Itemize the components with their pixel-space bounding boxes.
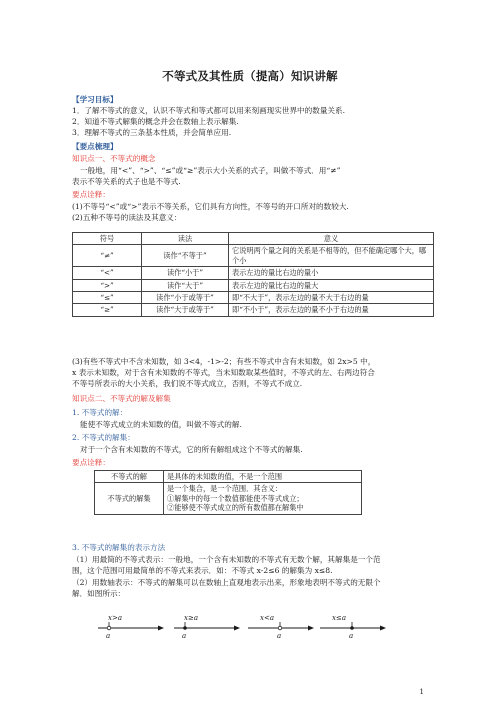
kp1-note3-3: 不等号所表示的大小关系，我们说不等式成立，否则，不等式不成立. bbox=[72, 379, 303, 388]
point-label: a bbox=[277, 632, 282, 640]
point-label: a bbox=[349, 632, 354, 640]
kp2-s2-heading: 2. 不等式的解集： bbox=[72, 433, 135, 442]
kp2-s3-heading: 3. 不等式的解集的表示方法 bbox=[72, 543, 166, 552]
number-line-lt bbox=[246, 612, 316, 640]
open-point bbox=[107, 626, 111, 630]
kp2-s1-heading: 1. 不等式的解： bbox=[72, 408, 128, 417]
table-cell-line: ①解集中的每一个数值都能使不等式成立； bbox=[167, 493, 304, 503]
kp1-note-1: (1)不等号“<”或“>”表示不等关系，它们具有方向性，不等号的开口所对的数较大. bbox=[72, 202, 349, 211]
page-number: 1 bbox=[419, 688, 424, 696]
number-line-ge bbox=[172, 612, 242, 640]
open-point bbox=[278, 626, 282, 630]
number-line-label: x≥a bbox=[184, 614, 198, 622]
table-cell: “≤” bbox=[73, 292, 142, 304]
table-cell: 它说明两个量之间的关系是不相等的，但不能确定哪个大，哪个小 bbox=[229, 245, 434, 267]
page-title: 不等式及其性质（提高）知识讲解 bbox=[162, 69, 338, 83]
inequality-symbol-table bbox=[72, 232, 434, 317]
table-row bbox=[95, 471, 362, 483]
table-row bbox=[73, 304, 434, 316]
kp2-s1-body: 能使不等式成立的未知数的值，叫做不等式的解. bbox=[80, 420, 242, 429]
table-cell-line: ②能够使不等式成立的所有数值都在解集中 bbox=[167, 503, 304, 513]
kp2-s3-line-2: 围，这个范围可用最简单的不等式来表示．如：不等式 x-2≤6 的解集为 x≤8. bbox=[72, 566, 333, 575]
closed-point bbox=[183, 626, 187, 630]
kp2-s3-line-4: 解．如图所示： bbox=[72, 589, 126, 598]
table-cell: 不等式的解 bbox=[95, 471, 164, 483]
table-cell: 表示左边的量比右边的量小 bbox=[229, 267, 434, 279]
kp1-heading: 知识点一、不等式的概念 bbox=[72, 154, 156, 163]
table-row bbox=[73, 292, 434, 304]
table-cell: 读作“小于” bbox=[142, 267, 229, 279]
number-line-gt bbox=[96, 612, 166, 640]
point-label: a bbox=[182, 632, 187, 640]
table-cell: “<” bbox=[73, 267, 142, 279]
table-cell: “>” bbox=[73, 279, 142, 291]
number-line-label: x≤a bbox=[332, 614, 346, 622]
closed-point bbox=[350, 626, 354, 630]
point-label: a bbox=[106, 632, 111, 640]
arrow-icon bbox=[158, 626, 164, 631]
table-cell: 不等式的解集 bbox=[95, 483, 164, 514]
goal-item-3: 3．理解不等式的三条基本性质，并会简单应用. bbox=[72, 128, 232, 137]
table-cell: 读作“大于或等于” bbox=[142, 304, 229, 316]
goals-heading: 【学习目标】 bbox=[72, 95, 118, 104]
range-bracket bbox=[185, 622, 218, 628]
kp1-body-1: 一般地，用“<”、“>”、“≤”或“≥”表示大小关系的式子，叫做不等式．用“≠” bbox=[80, 166, 341, 175]
table-cell: 读作“小于或等于” bbox=[142, 292, 229, 304]
table-cell: “≥” bbox=[73, 304, 142, 316]
number-line-label: x<a bbox=[260, 614, 274, 622]
table-header: 符号 bbox=[73, 233, 142, 245]
solution-set-table bbox=[94, 470, 362, 515]
kp2-s3-line-3: （2）用数轴表示：不等式的解集可以在数轴上直观地表示出来，形象地表明不等式的无限个 bbox=[72, 578, 381, 587]
kp1-note3-1: (3)有些不等式中不含未知数，如 3<4，-1>-2；有些不等式中含有未知数，如 2x>5 中， bbox=[72, 357, 376, 366]
table-cell bbox=[164, 483, 362, 514]
kp2-s2-body: 对于一个含有未知数的不等式，它的所有解组成这个不等式的解集. bbox=[80, 445, 303, 454]
goal-item-2: 2．知道不等式解集的概念并会在数轴上表示解集. bbox=[72, 117, 239, 126]
table-cell: 读作“不等于” bbox=[142, 245, 229, 267]
kp2-s3-line-1: （1）用最简的不等式表示：一般地，一个含有未知数的不等式有无数个解，其解集是一个范 bbox=[72, 555, 381, 564]
kp1-note-2: (2)五种不等号的读法及其意义： bbox=[72, 213, 182, 222]
table-header: 意义 bbox=[229, 233, 434, 245]
table-cell-line: 是一个集合，是一个范围．其含义： bbox=[167, 484, 283, 494]
arrow-icon bbox=[234, 626, 240, 631]
table-row bbox=[73, 267, 434, 279]
range-bracket bbox=[252, 622, 280, 628]
table-cell: 即“不大于”，表示左边的量不大于右边的量 bbox=[229, 292, 434, 304]
table-header: 读法 bbox=[142, 233, 229, 245]
goal-item-1: 1．了解不等式的意义，认识不等式和等式都可以用来刻画现实世界中的数量关系. bbox=[72, 106, 346, 115]
table-header-row bbox=[73, 233, 434, 245]
arrow-icon bbox=[308, 626, 314, 631]
review-heading: 【要点梳理】 bbox=[72, 142, 118, 151]
arrow-icon bbox=[380, 626, 386, 631]
table-row bbox=[95, 483, 362, 514]
table-cell: “≠” bbox=[73, 245, 142, 267]
table-cell: 读作“大于” bbox=[142, 279, 229, 291]
number-line-le bbox=[318, 612, 388, 640]
range-bracket bbox=[324, 622, 352, 628]
table-row bbox=[73, 245, 434, 267]
table-cell: 即“不小于”，表示左边的量不小于右边的量 bbox=[229, 304, 434, 316]
table-cell: 表示左边的量比右边的量大 bbox=[229, 279, 434, 291]
number-line-label: x>a bbox=[108, 614, 122, 622]
kp1-note-label: 要点诠释： bbox=[72, 190, 110, 199]
range-bracket bbox=[109, 622, 142, 628]
kp2-note-label: 要点诠释： bbox=[72, 458, 110, 467]
kp2-heading: 知识点二、不等式的解及解集 bbox=[72, 394, 171, 403]
table-row bbox=[73, 279, 434, 291]
kp1-note3-2: x 表示未知数，对于含有未知数的不等式，当未知数取某些值时，不等式的左、右两边符合 bbox=[72, 368, 375, 377]
table-cell: 是具体的未知数的值，不是一个范围 bbox=[164, 471, 362, 483]
kp1-body-2: 表示不等关系的式子也是不等式. bbox=[72, 177, 181, 186]
